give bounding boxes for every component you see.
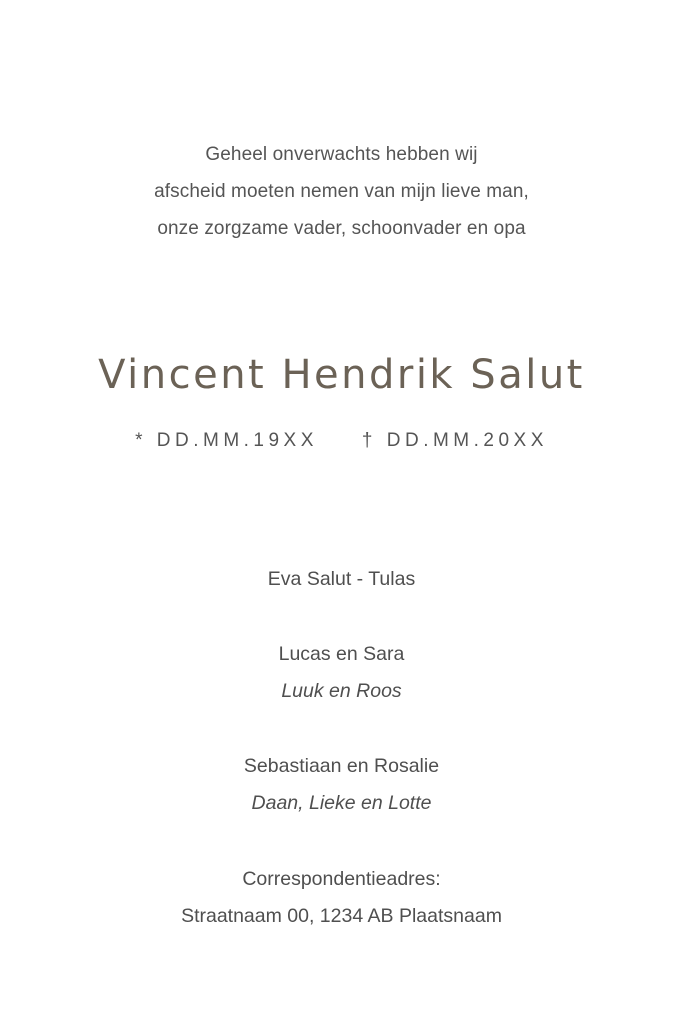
grandchildren-2-names: Daan, Lieke en Lotte — [251, 792, 432, 814]
child-1-names: Lucas en Sara — [278, 643, 405, 665]
deceased-name: Vincent Hendrik Salut — [98, 352, 585, 398]
partner-name: Eva Salut - Tulas — [267, 568, 416, 590]
child-2-names: Sebastiaan en Rosalie — [243, 755, 440, 777]
death-date: † DD.MM.20XX — [361, 430, 548, 451]
life-dates — [0, 430, 683, 452]
address-value: Straatnaam 00, 1234 AB Plaatsnaam — [181, 905, 502, 927]
birth-date: * DD.MM.19XX — [135, 430, 318, 451]
grandchildren-1-names: Luuk en Roos — [281, 680, 402, 702]
address-label: Correspondentieadres: — [242, 868, 441, 890]
intro-line-1: Geheel onverwachts hebben wij — [205, 144, 478, 165]
intro-line-2: afscheid moeten nemen van mijn lieve man, — [154, 181, 529, 202]
intro-line-3: onze zorgzame vader, schoonvader en opa — [157, 218, 526, 239]
